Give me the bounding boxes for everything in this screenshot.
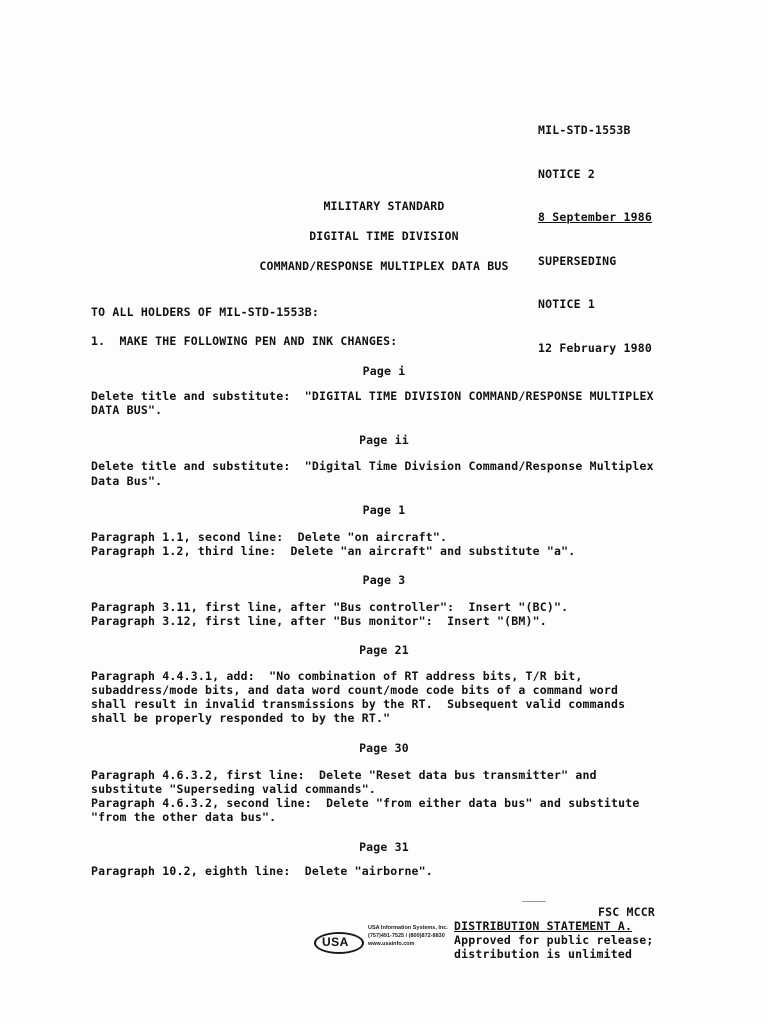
intro-holders: TO ALL HOLDERS OF MIL-STD-1553B: [91,305,319,319]
page-heading-21: Page 21 [359,643,409,657]
page-heading-30: Page 30 [359,741,409,755]
intro-instruction: 1. MAKE THE FOLLOWING PEN AND INK CHANGES: [91,334,398,348]
page-heading-31: Page 31 [359,840,409,854]
title-digital-time-division: DIGITAL TIME DIVISION [309,229,459,243]
logo-company-name: USA Information Systems, Inc. [368,925,448,931]
header-superseded-date: 12 February 1980 [538,340,652,355]
logo-info [368,924,448,948]
change-line: "from the other data bus". [91,810,277,824]
page-heading-1: Page 1 [362,503,406,517]
logo-phone: (757)491-7525 / (800)872-8830 [368,933,445,939]
title-command-response: COMMAND/RESPONSE MULTIPLEX DATA BUS [259,259,509,273]
distribution-line: distribution is unlimited [454,947,633,961]
logo-website: www.usainfo.com [368,941,415,947]
header-superseding: SUPERSEDING [538,253,617,268]
change-line: Paragraph 3.12, first line, after "Bus monitor": Insert "(BM)". [91,614,547,628]
title-military-standard: MILITARY STANDARD [323,199,445,213]
logo-text: USA [322,935,349,949]
header-date: 8 September 1986 [538,210,652,224]
change-line: shall be properly responded to by the RT." [91,711,391,725]
usa-information-systems-logo [314,924,454,960]
change-line: Delete title and substitute: "DIGITAL TIME DIVISION COMMAND/RESPONSE MULTIPLEX [91,389,654,403]
change-line: Paragraph 1.2, third line: Delete "an aircraft" and substitute "a". [91,544,576,558]
header-superseded-notice: NOTICE 1 [538,297,595,311]
fsc-code: FSC MCCR [598,905,655,919]
change-line: subaddress/mode bits, and data word count/mode code bits of a command word [91,683,619,697]
change-line: DATA BUS". [91,403,163,417]
change-line: Paragraph 1.1, second line: Delete "on aircraft". [91,530,448,544]
decorative-mark [522,901,546,902]
page-heading-i: Page i [362,364,406,378]
change-line: Paragraph 4.4.3.1, add: "No combination of RT address bits, T/R bit, [91,669,583,683]
page-heading-ii: Page ii [359,433,409,447]
change-line: Paragraph 4.6.3.2, second line: Delete "from either data bus" and substitute [91,796,640,810]
change-line: Paragraph 3.11, first line, after "Bus controller": Insert "(BC)". [91,600,569,614]
header-standard-id: MIL-STD-1553B [538,123,631,137]
distribution-line: Approved for public release; [454,933,654,947]
change-line: Paragraph 10.2, eighth line: Delete "airborne". [91,864,433,878]
change-line: Data Bus". [91,474,163,488]
header-notice-number: NOTICE 2 [538,166,595,181]
change-line: Delete title and substitute: "Digital Time Division Command/Response Multiplex [91,459,654,473]
change-line: Paragraph 4.6.3.2, first line: Delete "Reset data bus transmitter" and [91,768,597,782]
change-line: shall result in invalid transmissions by the RT. Subsequent valid commands [91,697,626,711]
distribution-title: DISTRIBUTION STATEMENT A. [454,919,633,933]
change-line: substitute "Superseding valid commands". [91,782,376,796]
page-heading-3: Page 3 [362,573,406,587]
